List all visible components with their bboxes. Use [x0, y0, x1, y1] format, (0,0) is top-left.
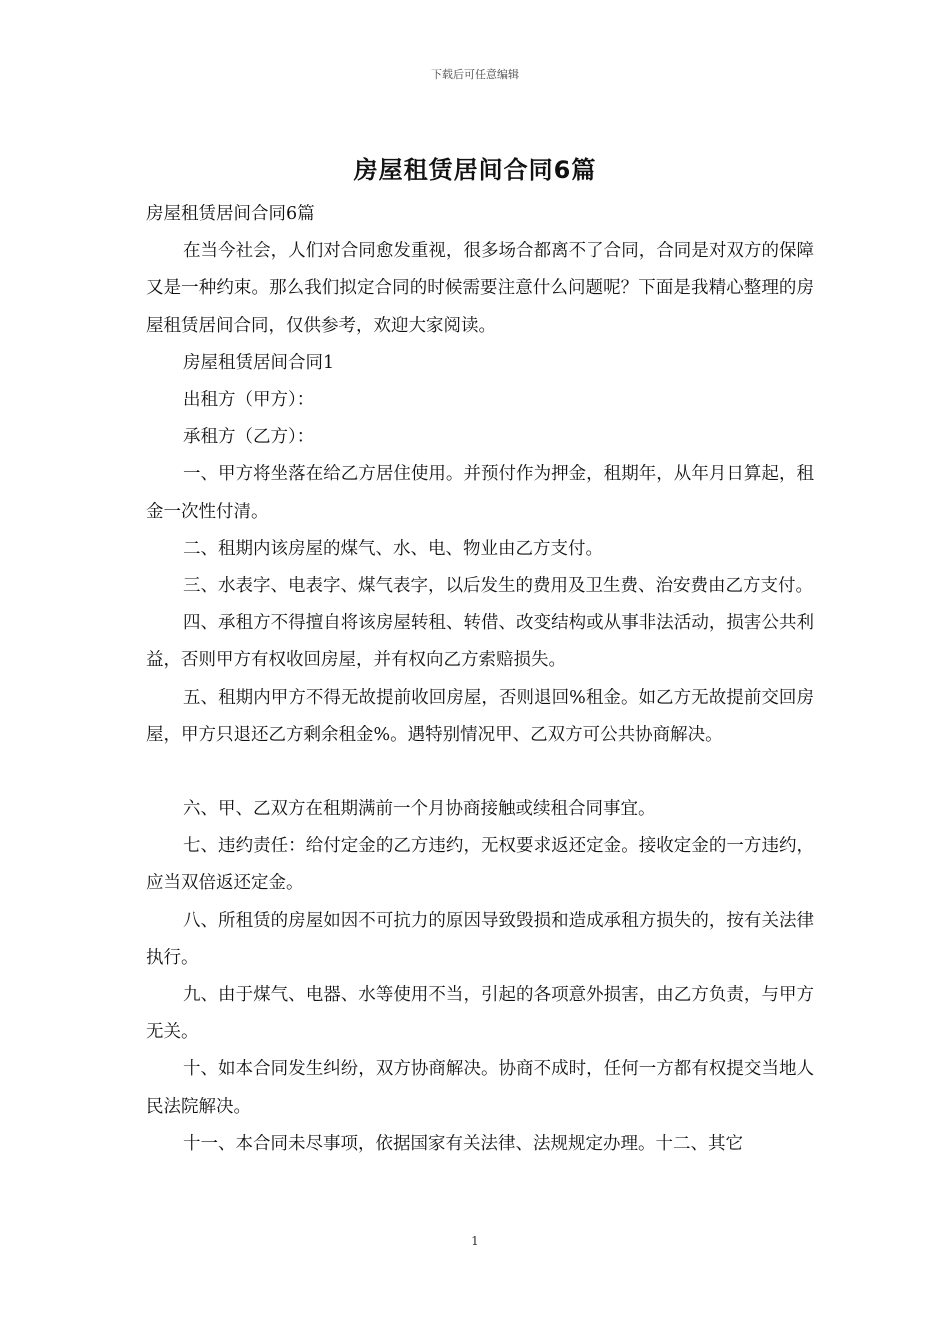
clause-1: 一、甲方将坐落在给乙方居住使用。并预付作为押金，租期年，从年月日算起，租金一次性付清。: [146, 464, 814, 522]
document-subtitle: 房屋租赁居间合同6篇: [146, 204, 315, 224]
document-body: [146, 196, 814, 1163]
intro-paragraph: 在当今社会，人们对合同愈发重视，很多场合都离不了合同，合同是对双方的保障又是一种约束。那么我们拟定合同的时候需要注意什么问题呢？下面是我精心整理的房屋租赁居间合同，仅供参考，欢迎大家阅读。: [146, 241, 814, 336]
clause-7: 七、违约责任：给付定金的乙方违约，无权要求返还定金。接收定金的一方违约，应当双倍返还定金。: [146, 836, 814, 894]
clause-10: 十、如本合同发生纠纷，双方协商解决。协商不成时，任何一方都有权提交当地人民法院解决。: [146, 1059, 814, 1117]
clause-11: 十一、本合同未尽事项，依据国家有关法律、法规规定办理。十二、其它: [183, 1133, 743, 1154]
clause-5: 五、租期内甲方不得无故提前收回房屋，否则退回%租金。如乙方无故提前交回房屋，甲方只退还乙方剩余租金%。遇特别情况甲、乙双方可公共协商解决。: [146, 687, 814, 745]
lessee-field: 承租方（乙方）：: [183, 427, 315, 448]
clause-8: 八、所租赁的房屋如因不可抗力的原因导致毁损和造成承租方损失的，按有关法律执行。: [146, 910, 814, 968]
document-title: 房屋租赁居间合同6篇: [353, 156, 597, 184]
clause-6: 六、甲、乙双方在租期满前一个月协商接触或续租合同事宜。: [183, 799, 656, 820]
clause-4: 四、承租方不得擅自将该房屋转租、转借、改变结构或从事非法活动，损害公共利益，否则甲方有权收回房屋，并有权向乙方索赔损失。: [146, 613, 814, 671]
page-number: 1: [471, 1234, 479, 1248]
paragraph-spacer: [146, 754, 814, 791]
lessor-field: 出租方（甲方）：: [183, 390, 315, 411]
clause-9: 九、由于煤气、电器、水等使用不当，引起的各项意外损害，由乙方负责，与甲方无关。: [146, 985, 814, 1043]
contract-heading: 房屋租赁居间合同1: [183, 352, 335, 373]
clause-2: 二、租期内该房屋的煤气、水、电、物业由乙方支付。: [183, 538, 603, 559]
clause-3: 三、水表字、电表字、煤气表字，以后发生的费用及卫生费、治安费由乙方支付。: [183, 576, 813, 597]
header-note: 下载后可任意编辑: [431, 68, 519, 81]
